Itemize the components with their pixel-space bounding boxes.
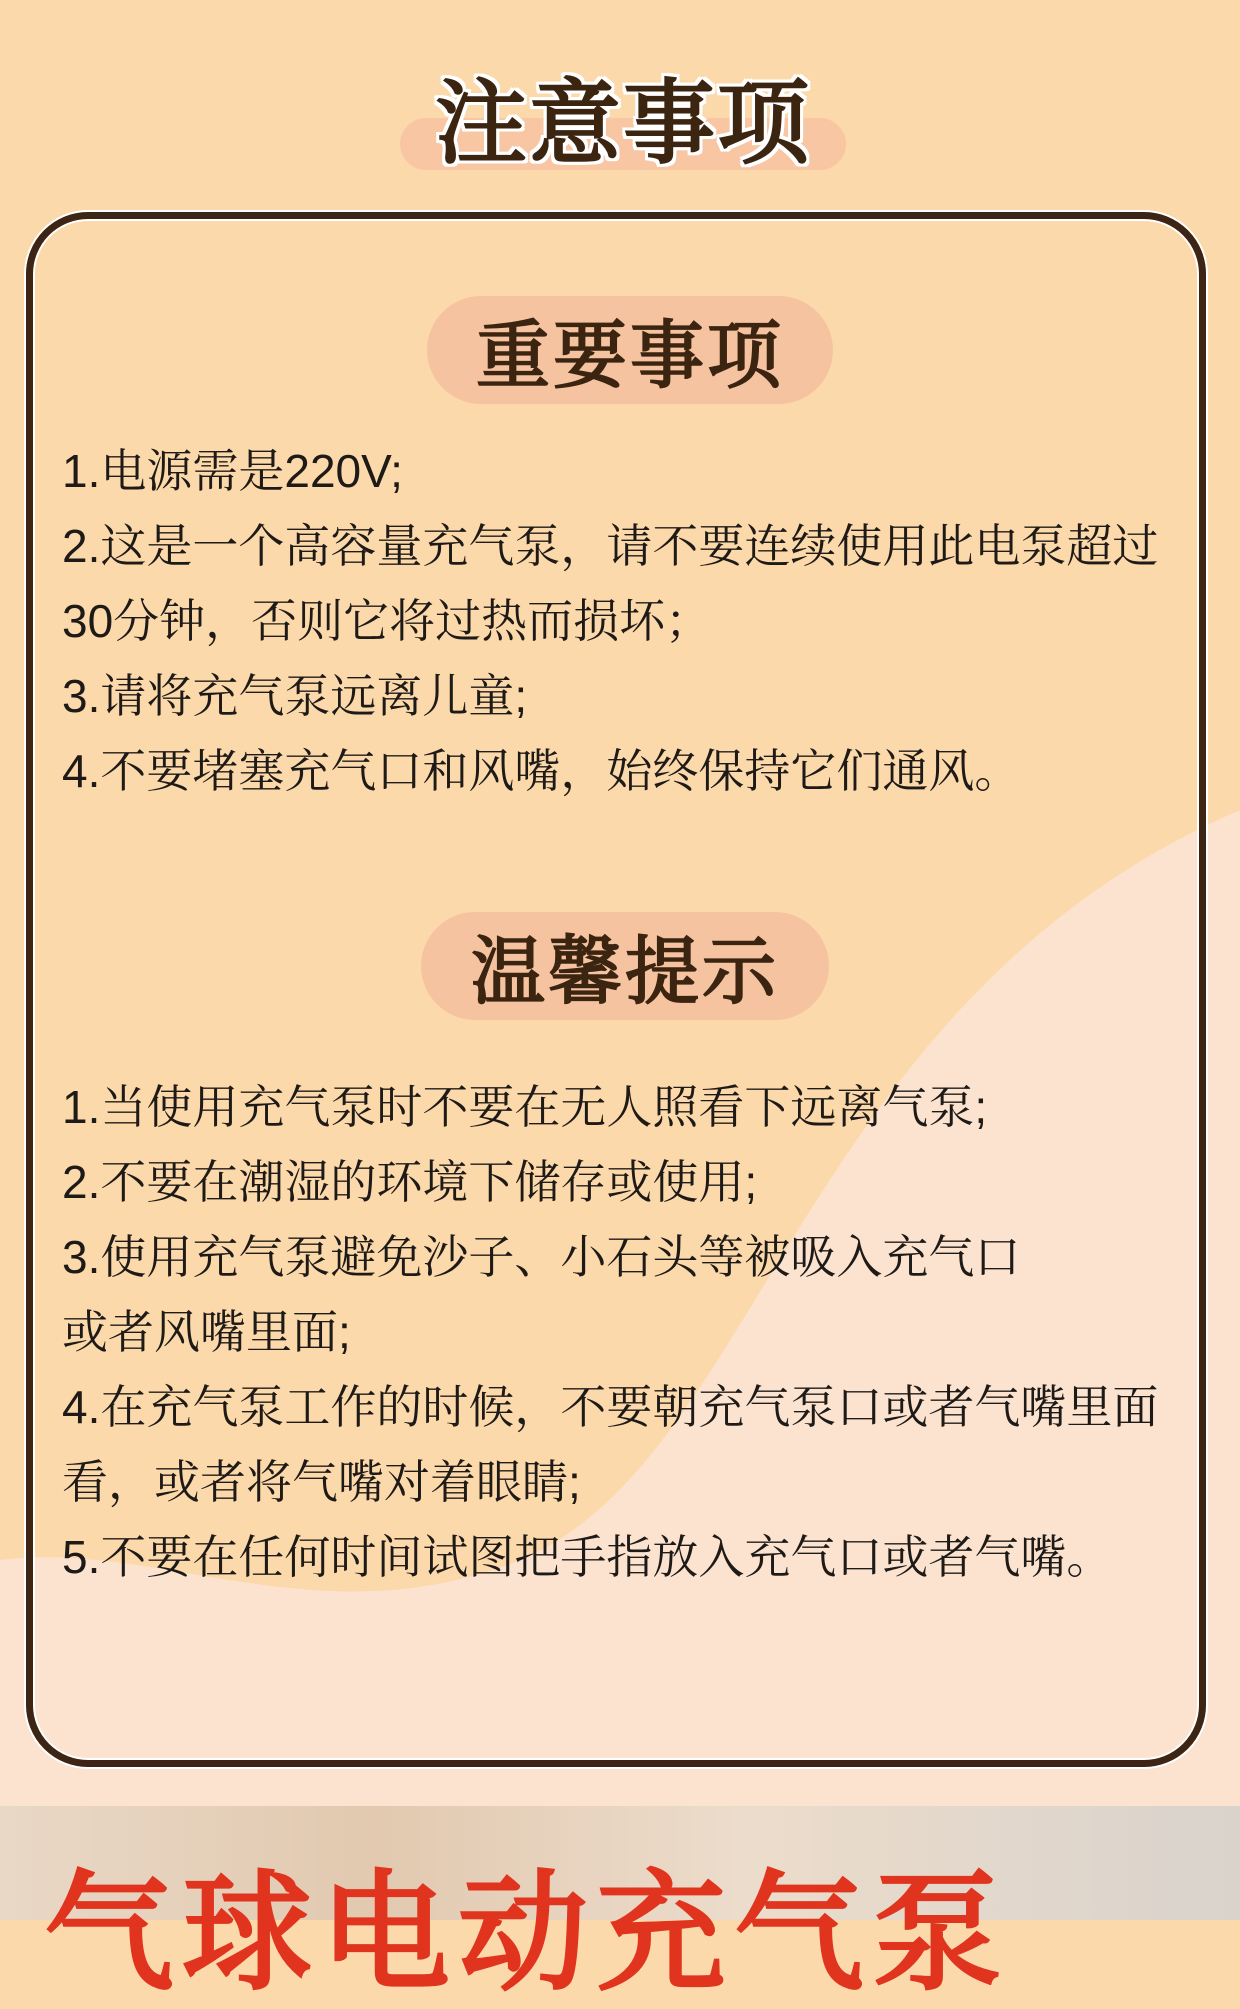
list-item: 或者风嘴里面; (62, 1306, 351, 1358)
section-pill-tips (421, 912, 829, 1020)
main-title-area (400, 70, 846, 177)
important-items (62, 434, 1192, 809)
list-item: 3.请将充气泵远离儿童; (62, 670, 528, 722)
list-item: 3.使用充气泵避免沙子、小石头等被吸入充气口 (62, 1231, 1021, 1283)
section-pill-important (427, 296, 833, 404)
list-item: 2.这是一个高容量充气泵，请不要连续使用此电泵超过 (62, 520, 1159, 572)
list-item: 2.不要在潮湿的环境下储存或使用; (62, 1156, 758, 1208)
section-title-tips: 温馨提示 (471, 929, 779, 1015)
tips-items (62, 1070, 1192, 1595)
bottom-banner-title: 气球电动充气泵 (44, 1857, 1011, 2009)
list-item: 1.当使用充气泵时不要在无人照看下远离气泵; (62, 1081, 988, 1133)
list-item: 30分钟，否则它将过热而损坏； (62, 595, 712, 647)
list-item: 1.电源需是220V; (62, 445, 403, 497)
list-item: 4.不要堵塞充气口和风嘴，始终保持它们通风。 (62, 745, 1021, 797)
section-title-important: 重要事项 (476, 313, 784, 399)
list-item: 5.不要在任何时间试图把手指放入充气口或者气嘴。 (62, 1531, 1113, 1583)
bottom-banner (0, 1806, 1240, 2009)
list-item: 看，或者将气嘴对着眼睛; (62, 1456, 581, 1508)
page-title: 注意事项 (434, 70, 811, 177)
list-item: 4.在充气泵工作的时候，不要朝充气泵口或者气嘴里面 (62, 1381, 1159, 1433)
